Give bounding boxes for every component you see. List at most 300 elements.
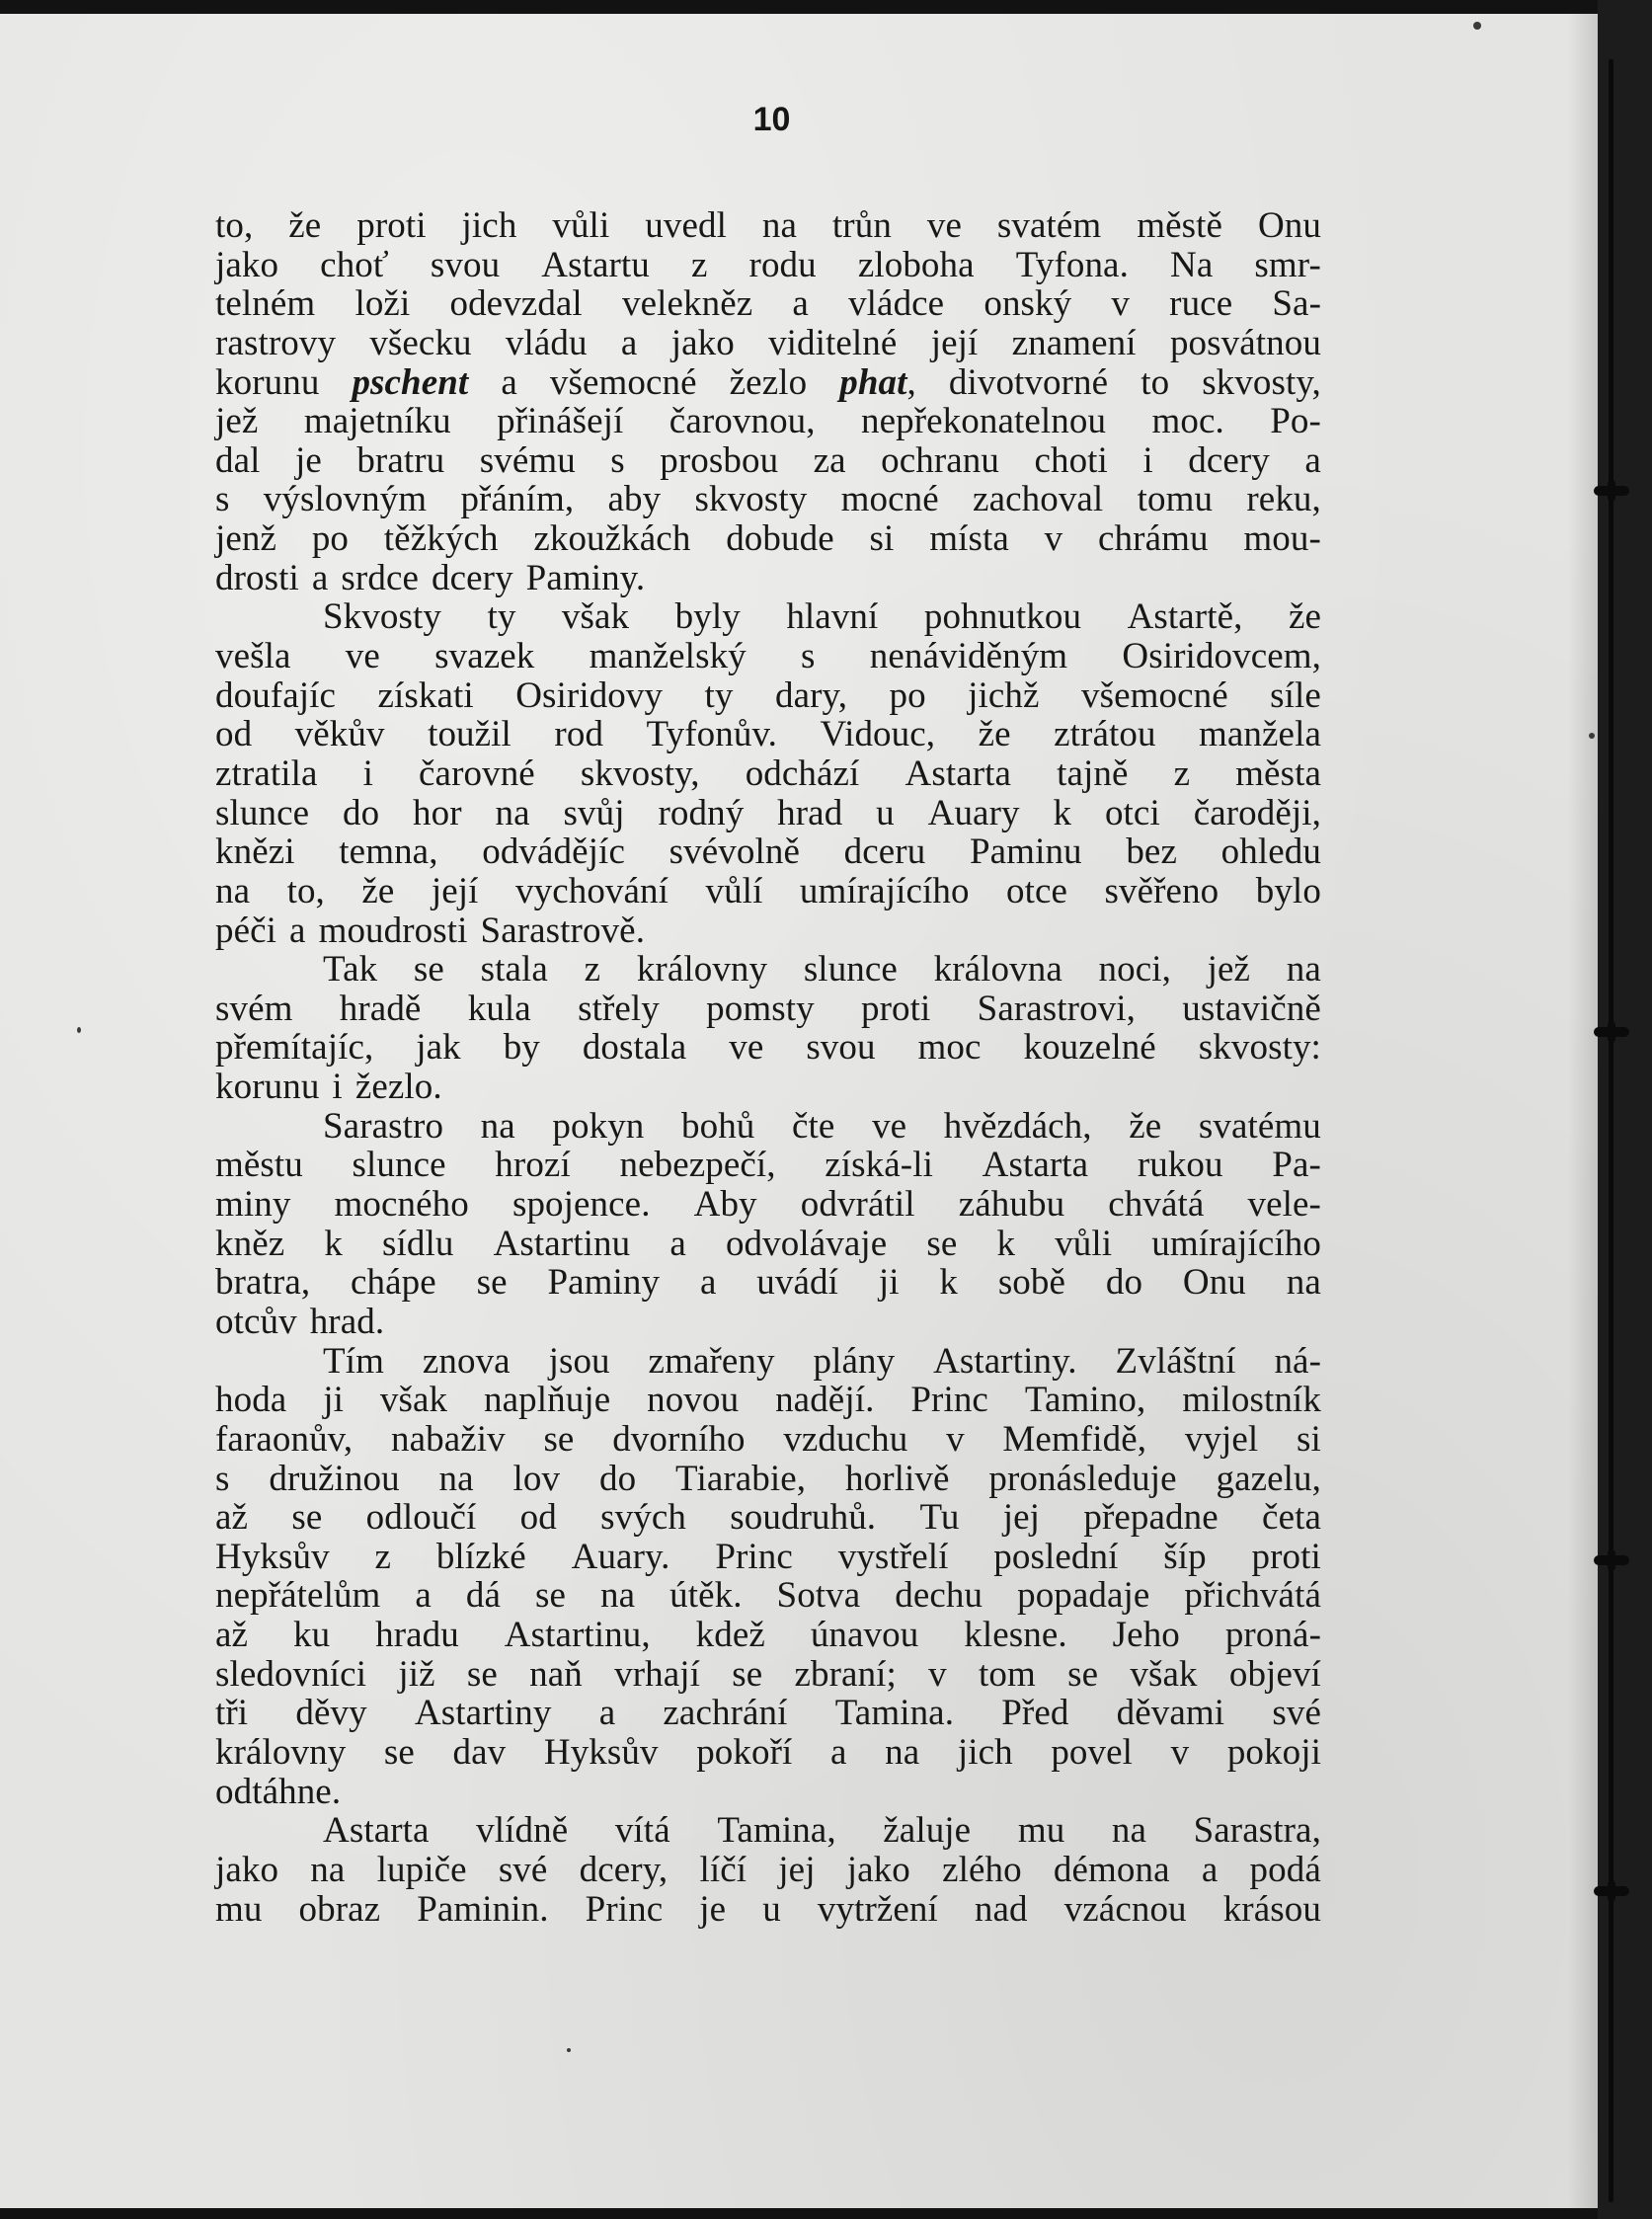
word: se (413, 949, 444, 991)
word: pohnutkou (923, 596, 1082, 638)
word: tři (215, 1693, 249, 1734)
word: ve (345, 636, 380, 677)
word: moc (917, 1027, 982, 1069)
word: střely (578, 988, 660, 1029)
text-line (215, 1225, 1321, 1264)
word: Sarastro (323, 1105, 444, 1147)
word: dav (452, 1731, 507, 1773)
word: zkoužkách (533, 518, 691, 560)
word: plány (813, 1340, 896, 1382)
word: k (324, 1223, 343, 1264)
word: jako (215, 244, 279, 285)
word: královny (636, 949, 768, 991)
word: žezlo (729, 361, 808, 403)
paper-speck (77, 1027, 81, 1033)
word: se (466, 1653, 498, 1695)
word: Jeho (1112, 1615, 1180, 1656)
word: družinou (269, 1458, 400, 1499)
word: se (1067, 1653, 1099, 1695)
word: naň (529, 1653, 583, 1695)
word: Princ (585, 1888, 664, 1930)
word: a (501, 361, 517, 403)
word: jako (215, 1849, 279, 1890)
word: nabaživ (390, 1418, 506, 1460)
word: démona (1053, 1849, 1170, 1890)
word: zbraní; (794, 1653, 897, 1695)
text-line (215, 597, 1321, 637)
word: jež (1207, 949, 1251, 991)
word: Tyfona. (1015, 244, 1129, 285)
word: a (620, 322, 638, 363)
word: jej (778, 1849, 816, 1890)
word: po (311, 518, 350, 560)
text-line (215, 1811, 1321, 1851)
word: lov (512, 1458, 561, 1499)
word: na (310, 1849, 346, 1890)
word: na (600, 1575, 636, 1617)
word: manželský (589, 636, 747, 677)
word: hradě (339, 988, 422, 1029)
word: mu (215, 1888, 263, 1930)
word: jako (670, 322, 735, 363)
text-line (215, 676, 1321, 716)
text-line (215, 1694, 1321, 1733)
word: Astartinu, (504, 1615, 651, 1656)
word: zmařeny (648, 1340, 775, 1382)
word: těžkých (383, 518, 499, 560)
word: jsou (548, 1340, 610, 1382)
word: ve (729, 1027, 764, 1069)
word: dcery (1188, 439, 1270, 481)
word: a (598, 1693, 616, 1734)
word: Vidouc, (820, 714, 936, 755)
word: z (690, 244, 708, 285)
word: a (792, 283, 809, 325)
word: Astartiny. (933, 1340, 1077, 1382)
word: vzduchu (783, 1418, 908, 1460)
word: si (1297, 1418, 1321, 1460)
word: z (374, 1536, 392, 1577)
word: svatém (996, 205, 1102, 246)
word: se (543, 1418, 575, 1460)
text-line (215, 1498, 1321, 1538)
word: milostník (1182, 1380, 1321, 1421)
word: Paminy (547, 1262, 661, 1304)
word: z (584, 949, 601, 991)
word: prosbou (660, 439, 779, 481)
word: šíp (1163, 1536, 1207, 1577)
word: znamení (1011, 322, 1137, 363)
word: že (978, 714, 1011, 755)
word: kula (467, 988, 531, 1029)
word: Osiridovcem, (1122, 636, 1321, 677)
word: bratru (356, 439, 445, 481)
word: odloučí (365, 1497, 477, 1539)
word: na (495, 792, 530, 833)
word: Paminu (969, 832, 1082, 873)
word: až (215, 1615, 249, 1656)
word: Tím (323, 1340, 384, 1382)
word: odchází (745, 753, 860, 794)
word: se (535, 1575, 567, 1617)
text-line (215, 1303, 1321, 1342)
word: líčí (699, 1849, 747, 1890)
word: mu (1017, 1810, 1065, 1852)
word: mocné (840, 479, 939, 520)
text-line (215, 1538, 1321, 1577)
word: až (215, 1497, 249, 1539)
text-line (215, 872, 1321, 911)
text-line (215, 715, 1321, 754)
word: tajně (1057, 753, 1129, 794)
word: s (215, 1458, 230, 1499)
text-line (215, 1460, 1321, 1499)
word: svou (430, 244, 501, 285)
word: vládce (848, 283, 945, 325)
word: proná- (1224, 1615, 1321, 1656)
word: ná- (1274, 1340, 1321, 1382)
word: tomu (1137, 479, 1214, 520)
word: umírajícího (799, 870, 970, 911)
word: všemocné (1080, 674, 1228, 716)
text-line (215, 284, 1321, 324)
word: viditelné (768, 322, 898, 363)
page-gutter-shadow (1568, 14, 1598, 2208)
body-text (215, 206, 1321, 1929)
word: a (1201, 1849, 1219, 1890)
word: jak (416, 1027, 461, 1069)
text-line (215, 1028, 1321, 1068)
word: svazek (434, 636, 535, 677)
word: faraonův, (215, 1418, 354, 1460)
word: vůlí (705, 870, 763, 911)
word: vlídně (476, 1810, 569, 1852)
word: její (431, 870, 479, 911)
word: slunce (352, 1145, 446, 1186)
word: odtáhne. (215, 1771, 342, 1812)
word: i (332, 1067, 343, 1108)
word: pronásleduje (988, 1458, 1177, 1499)
word: žaluje (883, 1810, 972, 1852)
word: to, (286, 870, 325, 911)
word: vůli (552, 205, 610, 246)
word: korunu (215, 361, 320, 403)
word: ji (878, 1262, 900, 1304)
word: jenž (215, 518, 277, 560)
word: její (930, 322, 979, 363)
word: Hyksův (543, 1731, 659, 1773)
word: Astarta (323, 1810, 430, 1852)
word: hoda (215, 1380, 287, 1421)
paper-speck (1473, 22, 1481, 30)
word: spojence. (511, 1184, 651, 1226)
word: bylo (1255, 870, 1321, 911)
word: Memfidě, (1002, 1418, 1147, 1460)
word: objeví (1228, 1653, 1321, 1695)
word: v (1170, 1731, 1190, 1773)
word: svěřeno (1104, 870, 1219, 911)
word: Před (1001, 1693, 1069, 1734)
word: povel (1051, 1731, 1134, 1773)
word: Princ (715, 1536, 793, 1577)
word: však (1130, 1653, 1198, 1695)
word: Sarastrově. (480, 910, 646, 951)
word: bez (1126, 832, 1177, 873)
text-line (215, 1107, 1321, 1147)
word: trůn (831, 205, 892, 246)
word: získá-li (825, 1145, 933, 1186)
word: všecku (369, 322, 472, 363)
word: místa (929, 518, 1009, 560)
word: skvosty (694, 479, 808, 520)
word: královna (933, 949, 1062, 991)
word: svému (479, 439, 576, 481)
text-line (215, 1576, 1321, 1616)
word: doufajíc (215, 674, 337, 716)
word: vyjel (1184, 1418, 1259, 1460)
word: horlivě (845, 1458, 950, 1499)
word: stala (480, 949, 548, 991)
word: z (1173, 753, 1191, 794)
word: srdce (341, 557, 419, 598)
word: péči (215, 910, 277, 951)
word: únavou (810, 1615, 919, 1656)
word: a (289, 910, 306, 951)
word: odvrátil (800, 1184, 915, 1226)
word: divotvorné (948, 361, 1109, 403)
word: pomsty (706, 988, 815, 1029)
word: to, (215, 205, 254, 246)
word: města (1235, 753, 1321, 794)
word: odváděјíc (482, 832, 625, 873)
word: moc. (1151, 401, 1224, 442)
word: v (928, 1653, 947, 1695)
word: byly (674, 596, 741, 638)
word: je (294, 439, 322, 481)
word: do (1105, 1262, 1143, 1304)
binding-stitch (1594, 1886, 1629, 1896)
word: Tamino, (1024, 1380, 1146, 1421)
word: jež (215, 401, 259, 442)
word: Tamina. (834, 1693, 955, 1734)
word: dal (215, 439, 261, 481)
word: chvátá (1108, 1184, 1205, 1226)
word: naplňuje (484, 1380, 611, 1421)
word: u (876, 792, 895, 833)
word: děvami (1116, 1693, 1225, 1734)
word: útěk. (669, 1575, 743, 1617)
word: četa (1262, 1497, 1321, 1539)
word: klesne. (964, 1615, 1067, 1656)
word: otcův (215, 1301, 297, 1342)
word: ztrátou (1054, 714, 1156, 755)
word: se (732, 1653, 763, 1695)
text-line (215, 206, 1321, 246)
word: novou (647, 1380, 740, 1421)
word: síle (1270, 674, 1321, 716)
word: ztratila (215, 753, 318, 794)
word: dary, (774, 674, 848, 716)
word: rukou (1137, 1145, 1223, 1186)
word: Onu (1182, 1262, 1246, 1304)
word: a (1304, 439, 1321, 481)
word: podá (1249, 1849, 1321, 1890)
word: vele- (1247, 1184, 1321, 1226)
word: dvorního (612, 1418, 746, 1460)
word: své (1272, 1693, 1321, 1734)
word: čarovnou, (669, 401, 816, 442)
text-line (215, 1890, 1321, 1930)
word: od (215, 714, 253, 755)
word: moudrosti (318, 910, 468, 951)
word: na (215, 870, 251, 911)
word: se (926, 1223, 958, 1264)
word: Sarastra, (1193, 1810, 1321, 1852)
word: nadějí. (775, 1380, 875, 1421)
word: kdež (695, 1615, 765, 1656)
text-line (215, 1068, 1321, 1107)
word: na (885, 1731, 920, 1773)
word: skvosty, (1202, 361, 1321, 403)
word: přemítajíc, (215, 1027, 374, 1069)
word: poslední (993, 1536, 1119, 1577)
word: vešla (215, 636, 291, 677)
word: zloboha (857, 244, 975, 285)
word: soudruhů. (730, 1497, 877, 1539)
word: žezlo. (354, 1067, 442, 1108)
text-line (215, 324, 1321, 363)
word: chápe (351, 1262, 436, 1304)
text-line (215, 519, 1321, 559)
word: Pa- (1272, 1145, 1321, 1186)
word: však (379, 1380, 448, 1421)
word: Sotva (776, 1575, 861, 1617)
word: s (610, 439, 625, 481)
word: drosti (215, 557, 299, 598)
word: skvosty, (580, 753, 700, 794)
word: vůli (1055, 1223, 1113, 1264)
word: k (996, 1223, 1016, 1264)
text-line (215, 1655, 1321, 1695)
word: Astartě, (1127, 596, 1243, 638)
word: popadaje (1017, 1575, 1150, 1617)
text-line (215, 911, 1321, 951)
word: znova (422, 1340, 511, 1382)
word: jako (846, 1849, 910, 1890)
text-line (215, 1381, 1321, 1420)
text-line (215, 1342, 1321, 1382)
word: Astarta (982, 1145, 1089, 1186)
word: choť (320, 244, 389, 285)
word: děvy (295, 1693, 367, 1734)
text-line (215, 1185, 1321, 1225)
word: Sarastrovi, (977, 988, 1137, 1029)
word: Osiridovy (515, 674, 664, 716)
word: ku (292, 1615, 331, 1656)
word: gazelu, (1216, 1458, 1321, 1499)
word: Astartiny (414, 1693, 552, 1734)
word: toužil (428, 714, 511, 755)
text-line (215, 246, 1321, 285)
word: vytržení (817, 1888, 938, 1930)
word: Aby (693, 1184, 757, 1226)
text-line (215, 1851, 1321, 1890)
word: sobě (997, 1262, 1066, 1304)
word: svých (600, 1497, 686, 1539)
word: vrhají (614, 1653, 700, 1695)
word: jej (1002, 1497, 1041, 1539)
word: pokoji (1226, 1731, 1321, 1773)
word: s (801, 636, 816, 677)
word: nenáviděným (869, 636, 1068, 677)
word: zlého (942, 1849, 1022, 1890)
text-line (215, 1733, 1321, 1773)
word: Astartu (541, 244, 650, 285)
word: si (869, 518, 895, 560)
word: mou- (1243, 518, 1321, 560)
word: ohledu (1220, 832, 1321, 873)
text-line (215, 1420, 1321, 1460)
word: přáním, (460, 479, 575, 520)
paper-speck (567, 2048, 571, 2052)
word: pschent (352, 361, 469, 403)
binding-stitch (1594, 1555, 1629, 1565)
word: hrad (777, 792, 843, 833)
word: dcery (432, 557, 513, 598)
word: a (699, 1262, 717, 1304)
word: ustavičně (1182, 988, 1321, 1029)
word: po (889, 674, 926, 716)
word: zachoval (973, 479, 1104, 520)
word: obraz (298, 1888, 381, 1930)
word: dceru (843, 832, 926, 873)
text-line (215, 363, 1321, 403)
word: dostala (582, 1027, 687, 1069)
word: však (561, 596, 630, 638)
word: manžela (1199, 714, 1321, 755)
word: záhubu (958, 1184, 1065, 1226)
word: Onu (1257, 205, 1321, 246)
word: a (830, 1731, 847, 1773)
word: městu (215, 1145, 303, 1186)
word: jich (957, 1731, 1013, 1773)
word: Tiarabie, (675, 1458, 807, 1499)
word: hor (413, 792, 462, 833)
word: otce (1006, 870, 1068, 911)
word: svůj (563, 792, 625, 833)
word: ty (704, 674, 734, 716)
word: uvádí (756, 1262, 838, 1304)
word: v (1044, 518, 1063, 560)
word: rodný (658, 792, 745, 833)
word: knězi (215, 832, 295, 873)
word: Zvláštní (1115, 1340, 1236, 1382)
text-line (215, 794, 1321, 833)
word: do (598, 1458, 637, 1499)
word: noci, (1098, 949, 1171, 991)
word: že (361, 870, 395, 911)
word: temna, (339, 832, 438, 873)
word: reku, (1246, 479, 1321, 520)
word: na (1111, 1810, 1147, 1852)
word: rodu (748, 244, 817, 285)
word: Po- (1270, 401, 1321, 442)
word: vzácnou (1063, 1888, 1187, 1930)
text-line (215, 1263, 1321, 1303)
word: zachrání (663, 1693, 788, 1734)
word: že (288, 205, 322, 246)
word: přichvátá (1184, 1575, 1321, 1617)
